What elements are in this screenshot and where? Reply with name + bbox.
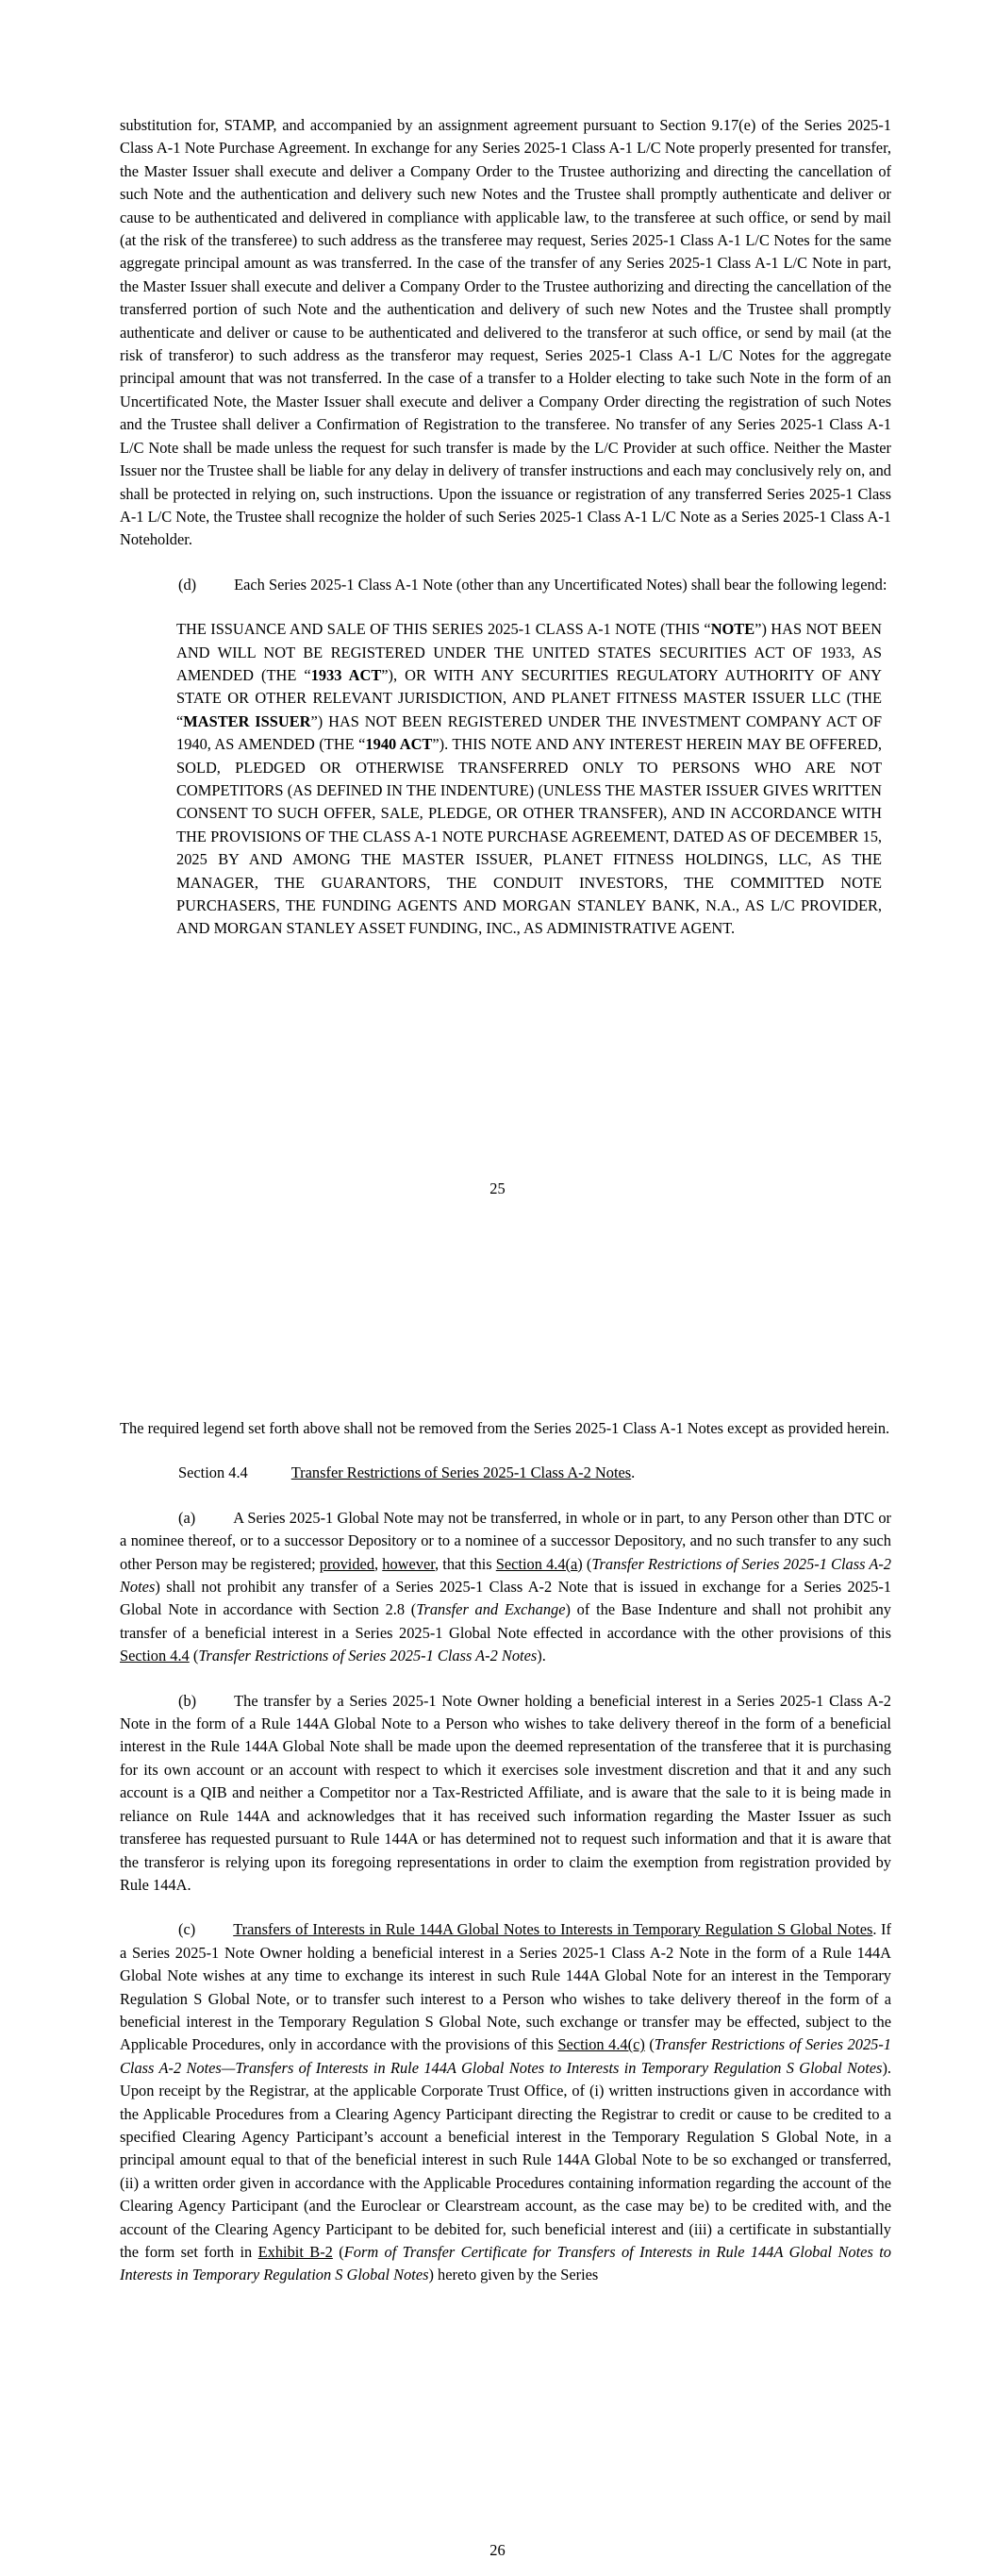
clause-text: The transfer by a Series 2025-1 Note Owner holding a beneficial interest in a Series 2025-1 Class A-2 Note in the form of a Rule 144A Global Note to a Person who wishes to take delivery thereof in the form of a beneficial interest in the Rule 144A Global Note shall be made upon the deemed representation of the transferee that it is purchasing for its own account or an account with respect to which it exercises sole investment discretion and that it and any such account is a QIB and neither a Competitor nor a Tax-Restricted Affiliate, and is aware that the sale to it is being made in reliance on Rule 144A and acknowledges that it has received such information regarding the Master Issuer as such transferee has requested pursuant to Rule 144A or has determined not to request such information and that it is aware that the transferor is relying upon its foregoing representations in order to claim the exemption from registration provided by Rule 144A.: [120, 1691, 891, 1894]
document-page-25: [120, 114, 891, 941]
clause-text: . If a Series 2025-1 Note Owner holding a beneficial interest in a Series 2025-1 Class A-2 Note in the form of a Rule 144A Global Note wishes at any time to exchange its interest in such Rule 144A Global Note for an interest in the Temporary Regulation S Global Note, or to transfer such interest to a Person who wishes to take delivery thereof in the form of a beneficial interest in the Temporary Regulation S Global Note, such exchange or transfer may be effected, subject to the Applicable Procedures, only in accordance with the provisions of this: [120, 1920, 891, 2054]
clause-text: ) hereto given by the Series: [428, 2266, 599, 2284]
clause-text: ).: [537, 1647, 546, 1665]
clause-text: (: [189, 1647, 199, 1665]
clause-text: (: [582, 1554, 592, 1573]
underlined-term: provided: [319, 1554, 375, 1573]
clause-label-a: (a): [178, 1508, 196, 1527]
paragraph-d: [120, 574, 891, 596]
italic-reference: Transfer Restrictions of Series 2025-1 Class A-2 Notes: [120, 1554, 891, 1597]
legend-defined-term: MASTER ISSUER: [183, 711, 311, 730]
legend-defined-term: 1940 ACT: [365, 735, 433, 754]
legend-text: ”) HAS NOT BEEN AND WILL NOT BE REGISTERED UNDER THE UNITED STATES SECURITIES ACT OF 1933, AS AMENDED (THE “: [176, 620, 883, 684]
underlined-term: however: [382, 1554, 436, 1573]
clause-text-d: Each Series 2025-1 Class A-1 Note (other than any Uncertificated Notes) shall bear the following legend:: [234, 575, 887, 594]
section-reference: Section 4.4: [120, 1647, 190, 1665]
paragraph-transfer-l-c-notes: substitution for, STAMP, and accompanied by an assignment agreement pursuant to Section 9.17(e) of the Series 2025-1 Class A-1 Note Purchase Agreement. In exchange for any Series 2025-1 Class A-1 L/C Note properly presented for transfer, the Master Issuer shall execute and deliver a Company Order to the Trustee authorizing and directing the cancellation of such Note and the authentication and delivery such new Notes and the Trustee shall promptly authenticate and deliver or cause to be authenticated and delivered in compliance with applicable law, to the transferee at such office, or send by mail (at the risk of the transferee) to such address as the transferee may request, Series 2025-1 Class A-1 L/C Notes for the same aggregate principal amount as was transferred. In the case of the transfer of any Series 2025-1 Class A-1 L/C Note in part, the Master Issuer shall execute and deliver a Company Order to the Trustee authorizing and directing the cancellation of the transferred portion of such Note and the authentication and delivery of such new Notes and the Trustee shall promptly authenticate and deliver or cause to be authenticated and delivered to the transferor at such office, or send by mail (at the risk of transferor) to such address as the transferor may request, Series 2025-1 Class A-1 L/C Notes for the aggregate principal amount that was not transferred. In the case of a transfer to a Holder electing to take such Note in the form of an Uncertificated Note, the Master Issuer shall execute and deliver a Company Order directing the registration of such Notes and the Trustee shall deliver a Confirmation of Registration to the transferee. No transfer of any Series 2025-1 Class A-1 L/C Note shall be made unless the request for such transfer is made by the L/C Provider at such office. Neither the Master Issuer nor the Trustee shall be liable for any delay in delivery of transfer instructions and each may conclusively rely on, and shall be protected in relying on, such instructions. Upon the issuance or registration of any transferred Series 2025-1 Class A-1 L/C Note, the Trustee shall recognize the holder of such Series 2025-1 Class A-1 L/C Note as a Series 2025-1 Class A-1 Noteholder.: [120, 116, 891, 549]
page-number: 25: [489, 1179, 506, 1197]
legend-text: ”), OR WITH ANY SECURITIES REGULATORY AUTHORITY OF ANY STATE OR OTHER RELEVANT JURISDICTION, AND PLANET FITNESS MASTER ISSUER LLC (THE “: [176, 665, 882, 730]
section-heading: [120, 1462, 891, 1484]
italic-reference: Form of Transfer Certificate for Transfers of Interests in Rule 144A Global Notes to Interests in Temporary Regulation S Global Notes: [120, 2243, 891, 2284]
clause-text: ) shall not prohibit any transfer of a Series 2025-1 Class A-2 Note that is issued in exchange for a Series 2025-1 Global Note in accordance with Section 2.8 (: [120, 1578, 891, 1619]
section-reference: Section 4.4(c): [557, 2035, 645, 2054]
paragraph-c: [120, 1918, 891, 2287]
paragraph-legend-retention: The required legend set forth above shall not be removed from the Series 2025-1 Class A-1 Notes except as provided herein.: [120, 1419, 890, 1437]
italic-reference: Transfer and Exchange: [416, 1600, 566, 1619]
clause-title: Transfers of Interests in Rule 144A Global Notes to Interests in Temporary Regulation S Global Notes: [233, 1920, 873, 1939]
legend-defined-term: 1933 ACT: [310, 665, 382, 684]
clause-text: A Series 2025-1 Global Note may not be transferred, in whole or in part, to any Person other than DTC or a nominee thereof, or to a successor Depository or to a nominee of a successor Depository, and no such transfer to any such other Person may be registered;: [120, 1508, 891, 1573]
restrictive-legend: [176, 618, 882, 941]
paragraph-b: [120, 1690, 891, 1898]
paragraph-a: [120, 1507, 891, 1668]
clause-text: ) of the Base Indenture and shall not prohibit any transfer of a beneficial interest in a Series 2025-1 Global Note effected in accordance with the other provisions of this: [120, 1600, 891, 1642]
clause-label-d: (d): [178, 575, 197, 594]
legend-text: ”) HAS NOT BEEN REGISTERED UNDER THE INVESTMENT COMPANY ACT OF 1940, AS AMENDED (THE “: [176, 711, 882, 754]
clause-text: (: [644, 2035, 655, 2054]
document-page-26: [120, 1417, 891, 2287]
exhibit-reference: Exhibit B-2: [257, 2243, 333, 2261]
clause-text: (: [332, 2243, 344, 2261]
clause-label-b: (b): [178, 1691, 197, 1710]
italic-reference: Transfer Restrictions of Series 2025-1 Class A-2 Notes—Transfers of Interests in Rule 144A Global Notes to Interests in Temporary Regulation S Global Notes: [120, 2035, 891, 2077]
section-title-period: .: [631, 1464, 636, 1482]
legend-text: ”). THIS NOTE AND ANY INTEREST HEREIN MAY BE OFFERED, SOLD, PLEDGED OR OTHERWISE TRANSFERRED ONLY TO PERSONS WHO ARE NOT COMPETITORS (AS DEFINED IN THE INDENTURE) (UNLESS THE MASTER ISSUER GIVES WRITTEN CONSENT TO SUCH OFFER, SALE, PLEDGE, OR OTHER TRANSFER), AND IN ACCORDANCE WITH THE PROVISIONS OF THE CLASS A-1 NOTE PURCHASE AGREEMENT, DATED AS OF DECEMBER 15, 2025 BY AND AMONG THE MASTER ISSUER, PLANET FITNESS HOLDINGS, LLC, AS THE MANAGER, THE GUARANTORS, THE CONDUIT INVESTORS, THE COMMITTED NOTE PURCHASERS, THE FUNDING AGENTS AND MORGAN STANLEY BANK, N.A., AS L/C PROVIDER, AND MORGAN STANLEY ASSET FUNDING, INC., AS ADMINISTRATIVE AGENT.: [176, 735, 883, 938]
clause-label-c: (c): [178, 1920, 196, 1939]
clause-text: ). Upon receipt by the Registrar, at the applicable Corporate Trust Office, of (i) written instructions given in accordance with the Applicable Procedures from a Clearing Agency Participant directing the Registrar to credit or cause to be credited to a specified Clearing Agency Participant’s account a beneficial interest in the Temporary Regulation S Global Note, in a principal amount equal to that of the beneficial interest in such Rule 144A Global Note to be so exchanged or transferred, (ii) a written order given in accordance with the Applicable Procedures containing information regarding the account of the Clearing Agency Participant (and the Euroclear or Clearstream account, as the case may be) to be credited with, and the account of the Clearing Agency Participant to be debited for, such beneficial interest and (iii) a certificate in substantially the form set forth in: [120, 2058, 891, 2261]
section-title: Transfer Restrictions of Series 2025-1 Class A-2 Notes: [290, 1464, 632, 1482]
legend-defined-term: NOTE: [710, 620, 755, 639]
legend-text: THE ISSUANCE AND SALE OF THIS SERIES 2025-1 CLASS A-1 NOTE (THIS “: [176, 620, 711, 639]
section-number: Section 4.4: [178, 1464, 248, 1482]
clause-text: , that this: [435, 1554, 496, 1573]
clause-text: ,: [374, 1554, 383, 1573]
section-reference: Section 4.4(a): [495, 1554, 583, 1573]
page-number: 26: [489, 2541, 506, 2559]
italic-reference: Transfer Restrictions of Series 2025-1 Class A-2 Notes: [198, 1647, 538, 1665]
